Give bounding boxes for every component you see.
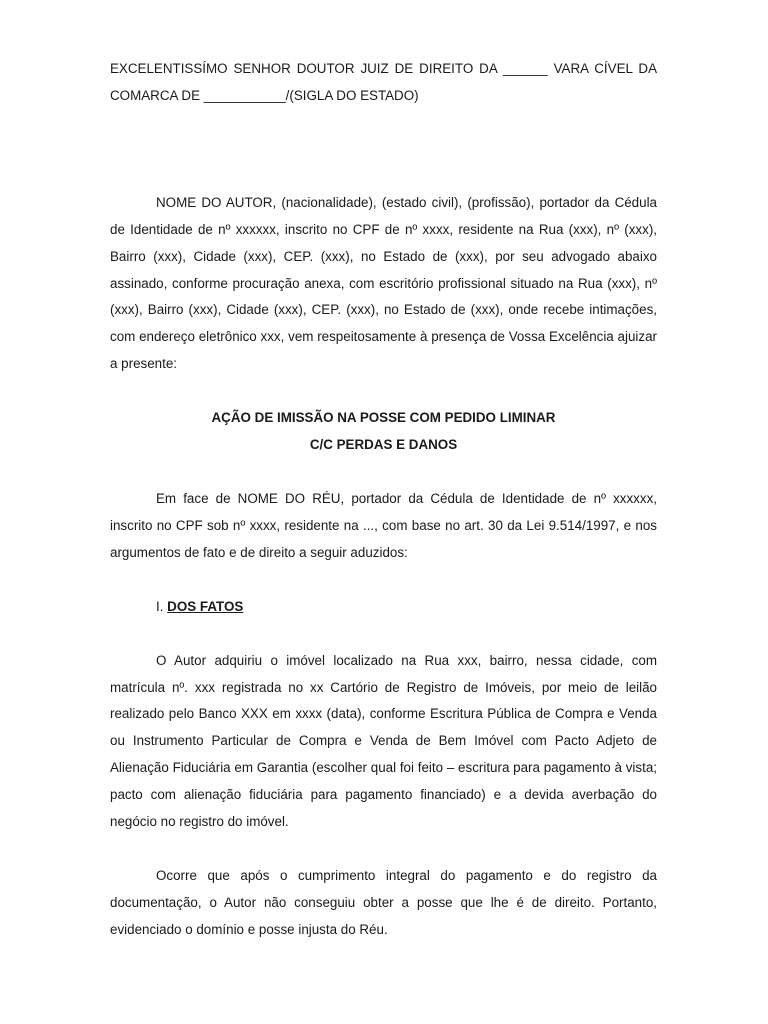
spacer	[110, 836, 657, 863]
action-title-line-1: AÇÃO DE IMISSÃO NA POSSE COM PEDIDO LIMINAR	[211, 410, 556, 426]
document-page	[110, 56, 657, 944]
petition-header: EXCELENTISSÍMO SENHOR DOUTOR JUIZ DE DIREITO DA ______ VARA CÍVEL DA COMARCA DE ___________/(SIGLA DO ESTADO)	[110, 61, 657, 103]
facts-paragraph-1: O Autor adquiriu o imóvel localizado na Rua xxx, bairro, nessa cidade, com matrícula nº. xxx registrada no xx Cartório de Registro de Imóveis, por meio de leilão realizado pelo Banco XXX em xxxx (data), conforme Escritura Pública de Compra e Venda ou Instrumento Particular de Compra e Venda de Bem Imóvel com Pacto Adjeto de Alienação Fiduciária em Garantia (escolher qual foi feito – escritura para pagamento à vista; pacto com alienação fiduciária para pagamento financiado) e a devida averbação do negócio no registro do imóvel.	[110, 652, 657, 830]
section-number: I.	[156, 598, 168, 614]
spacer	[110, 621, 657, 648]
section-heading	[110, 594, 657, 621]
spacer	[110, 378, 657, 405]
plaintiff-qualification-paragraph: NOME DO AUTOR, (nacionalidade), (estado civil), (profissão), portador da Cédula de Identidade de nº xxxxxx, inscrito no CPF de nº xxxx, residente na Rua (xxx), nº (xxx), Bairro (xxx), Cidade (xxx), CEP. (xxx), no Estado de (xxx), por seu advogado abaixo assinado, conforme procuração anexa, com escritório profissional situado na Rua (xxx), nº (xxx), Bairro (xxx), Cidade (xxx), CEP. (xxx), no Estado de (xxx), onde recebe intimações, com endereço eletrônico xxx, vem respeitosamente à presença de Vossa Excelência ajuizar a presente:	[110, 194, 657, 372]
facts-paragraph-2: Ocorre que após o cumprimento integral do pagamento e do registro da documentação, o Autor não conseguiu obter a posse que lhe é de direito. Portanto, evidenciado o domínio e posse injusta do Réu.	[110, 867, 657, 937]
defendant-paragraph: Em face de NOME DO RÉU, portador da Cédula de Identidade de nº xxxxxx, inscrito no CPF sob nº xxxx, residente na ..., com base no art. 30 da Lei 9.514/1997, e nos argumentos de fato e de direito a seguir aduzidos:	[110, 490, 657, 560]
action-title-line-2: C/C PERDAS E DANOS	[309, 437, 458, 453]
spacer	[110, 567, 657, 594]
spacer	[110, 110, 657, 190]
section-title: DOS FATOS	[167, 598, 244, 614]
spacer	[110, 459, 657, 486]
